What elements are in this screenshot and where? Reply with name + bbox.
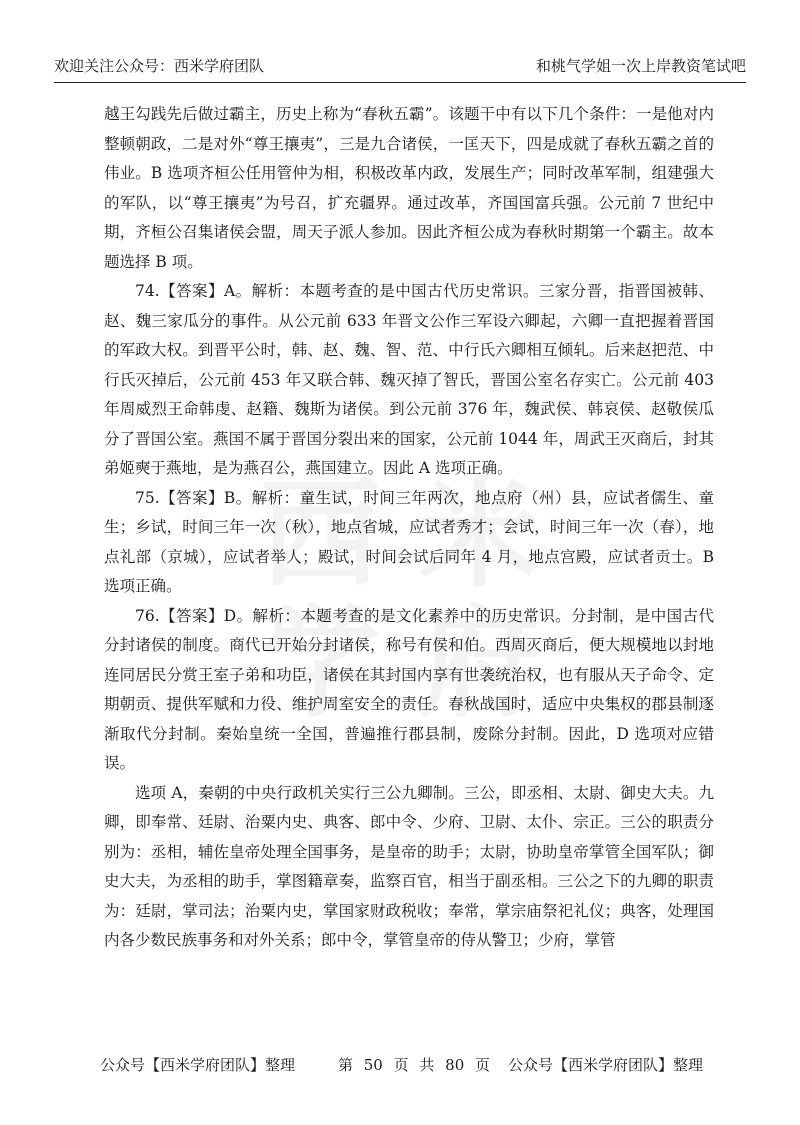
document-body (104, 100, 714, 956)
page-number: 第 50 页 共 80 页 (338, 1056, 491, 1074)
page-header (54, 36, 746, 83)
paragraph-answer-75: 75.【答案】B。解析：童生试，时间三年两次，地点府（州）县，应试者儒生、童生；乡试，时间三年一次（秋），地点省城，应试者秀才；会试，时间三年一次（春），地点礼部（京城），应试者举人；殿试，时间会试后同年 4 月，地点宫殿，应试者贡士。B 选项正确。 (104, 488, 714, 595)
footer-right-text: 公众号【西米学府团队】整理 (508, 1056, 704, 1074)
header-right-text: 和桃气学姐一次上岸教资笔试吧 (535, 57, 746, 75)
watermark-char: 学 (260, 595, 380, 734)
paragraph-answer-76: 76.【答案】D。解析：本题考查的是文化素养中的历史常识。分封制，是中国古代分封诸侯的制度。商代已开始分封诸侯，称号有侯和伯。西周灭商后，便大规模地以封地连同居民分赏王室子弟和功臣，诸侯在其封国内享有世袭统治权，也有服从天子命令、定期朝贡、提供军赋和力役、维护周室安全的责任。春秋战国时，适应中央集权的郡县制逐渐取代分封制。秦始皇统一全国，普遍推行郡县制，废除分封制。因此，D 选项对应错误。 (104, 606, 714, 772)
footer-left-text: 公众号【西米学府团队】整理 (100, 1056, 296, 1074)
watermark-char: 西 (260, 465, 380, 604)
watermark-char: 米 (420, 465, 540, 604)
header-left-text: 欢迎关注公众号：西米学府团队 (54, 57, 265, 75)
watermark-char: 府 (420, 595, 540, 734)
paragraph-intro: 越王勾践先后做过霸主，历史上称为“春秋五霸”。该题干中有以下几个条件：一是他对内整顿朝政，二是对外“尊王攘夷”，三是九合诸侯，一匡天下，四是成就了春秋五霸之首的伟业。B 选项齐桓公任用管仲为相，积极改革内政，发展生产；同时改革军制，组建强大的军队，以“尊王攘夷”为号召，扩充疆界。通过改革，齐国国富兵强。公元前 7 世纪中期，齐桓公召集诸侯会盟，周天子派人参加。因此齐桓公成为春秋时期第一个霸主。故本题选择 B 项。 (104, 105, 714, 271)
paragraph-option-a: 选项 A，秦朝的中央行政机关实行三公九卿制。三公，即丞相、太尉、御史大夫。九卿，即奉常、廷尉、治粟内史、典客、郎中令、少府、卫尉、太仆、宗正。三公的职责分别为：丞相，辅佐皇帝处理全国事务，是皇帝的助手；太尉，协助皇帝掌管全国军队；御史大夫，为丞相的助手，掌图籍章奏，监察百官，相当于副丞相。三公之下的九卿的职责为：廷尉，掌司法；治粟内史，掌国家财政税收；奉常，掌宗庙祭祀礼仪；典客，处理国内各少数民族事务和对外关系；郎中令，掌管皇帝的侍从警卫；少府，掌管 (104, 783, 714, 949)
paragraph-answer-74: 74.【答案】A。解析：本题考查的是中国古代历史常识。三家分晋，指晋国被韩、赵、魏三家瓜分的事件。从公元前 633 年晋文公作三军设六卿起，六卿一直把握着晋国的军政大权。到晋平公时，韩、赵、魏、智、范、中行氏六卿相互倾轧。后来赵把范、中行氏灭掉后，公元前 453 年又联合韩、魏灭掉了智氏，晋国公室名存实亡。公元前 403 年周威烈王命韩虔、赵籍、魏斯为诸侯。到公元前 376 年，魏武侯、韩哀侯、赵敬侯瓜分了晋国公室。燕国不属于晋国分裂出来的国家，公元前 1044 年，周武王灭商后，封其弟姬奭于燕地，是为燕召公，燕国建立。因此 A 选项正确。 (104, 282, 714, 477)
